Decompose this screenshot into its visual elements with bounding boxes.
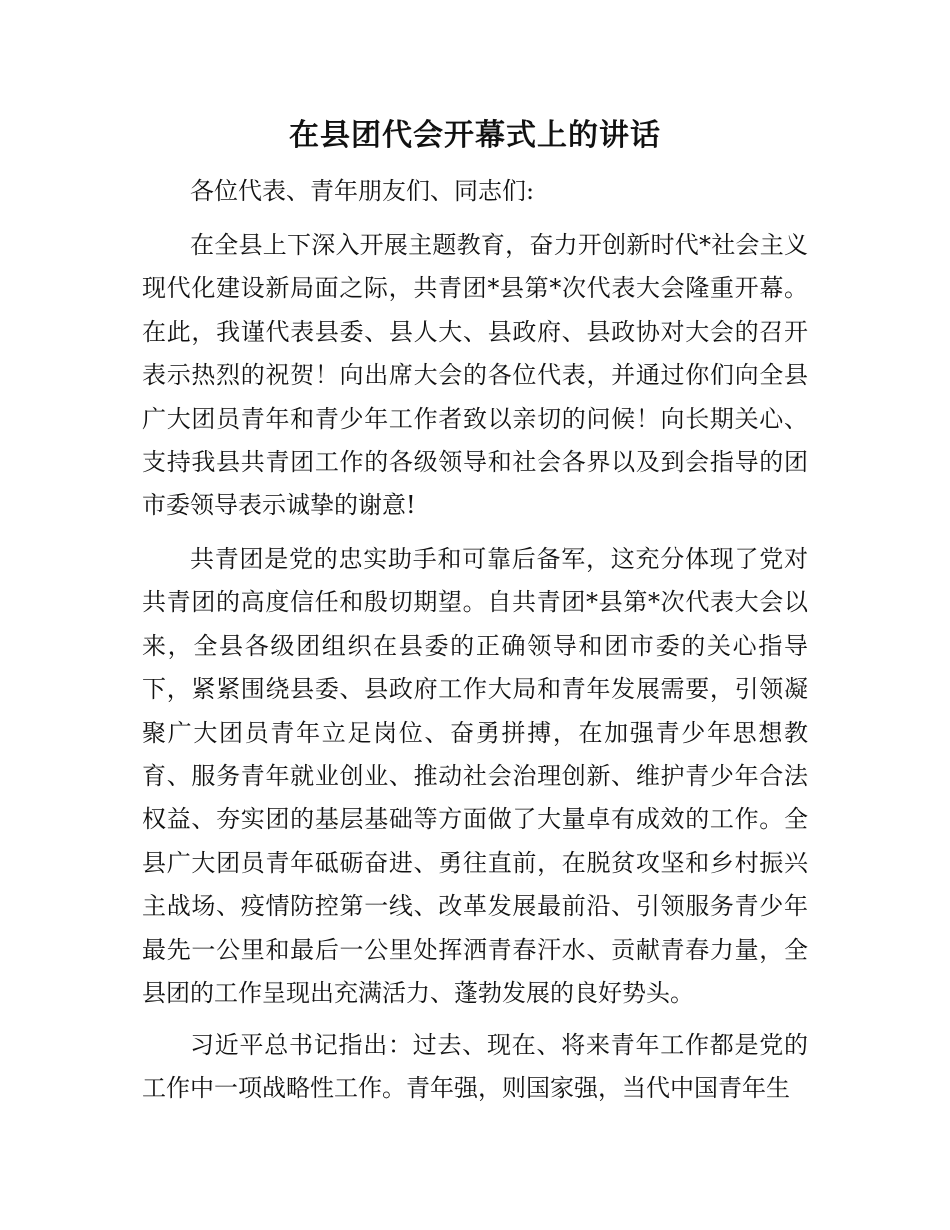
paragraph-3: 习近平总书记指出：过去、现在、将来青年工作都是党的工作中一项战略性工作。青年强，则国家强，当代中国青年生 — [142, 1031, 808, 1103]
salutation — [142, 170, 808, 213]
paragraph-2: 共青团是党的忠实助手和可靠后备军，这充分体现了党对共青团的高度信任和殷切期望。自共青团*县第*次代表大会以来，全县各级团组织在县委的正确领导和团市委的关心指导下，紧紧围绕县委、县政府工作大局和青年发展需要，引领凝聚广大团员青年立足岗位、奋勇拼搏，在加强青少年思想教育、服务青年就业创业、推动社会治理创新、维护青少年合法权益、夯实团的基层基础等方面做了大量卓有成效的工作。全县广大团员青年砥砺奋进、勇往直前，在脱贫攻坚和乡村振兴主战场、疫情防控第一线、改革发展最前沿、引领服务青少年最先一公里和最后一公里处挥洒青春汗水、贡献青春力量，全县团的工作呈现出充满活力、蓬勃发展的良好势头。 — [142, 545, 808, 1008]
paragraph-1: 在全县上下深入开展主题教育，奋力开创新时代*社会主义现代化建设新局面之际，共青团*县第*次代表大会隆重开幕。在此，我谨代表县委、县人大、县政府、县政协对大会的召开表示热烈的祝贺！向出席大会的各位代表，并通过你们向全县广大团员青年和青少年工作者致以亲切的问候！向长期关心、支持我县共青团工作的各级领导和社会各界以及到会指导的团市委领导表示诚挚的谢意! — [142, 231, 808, 520]
salutation-text: 各位代表、青年朋友们、同志们: — [190, 177, 535, 205]
document-title: 在县团代会开幕式上的讲话 — [289, 118, 661, 153]
